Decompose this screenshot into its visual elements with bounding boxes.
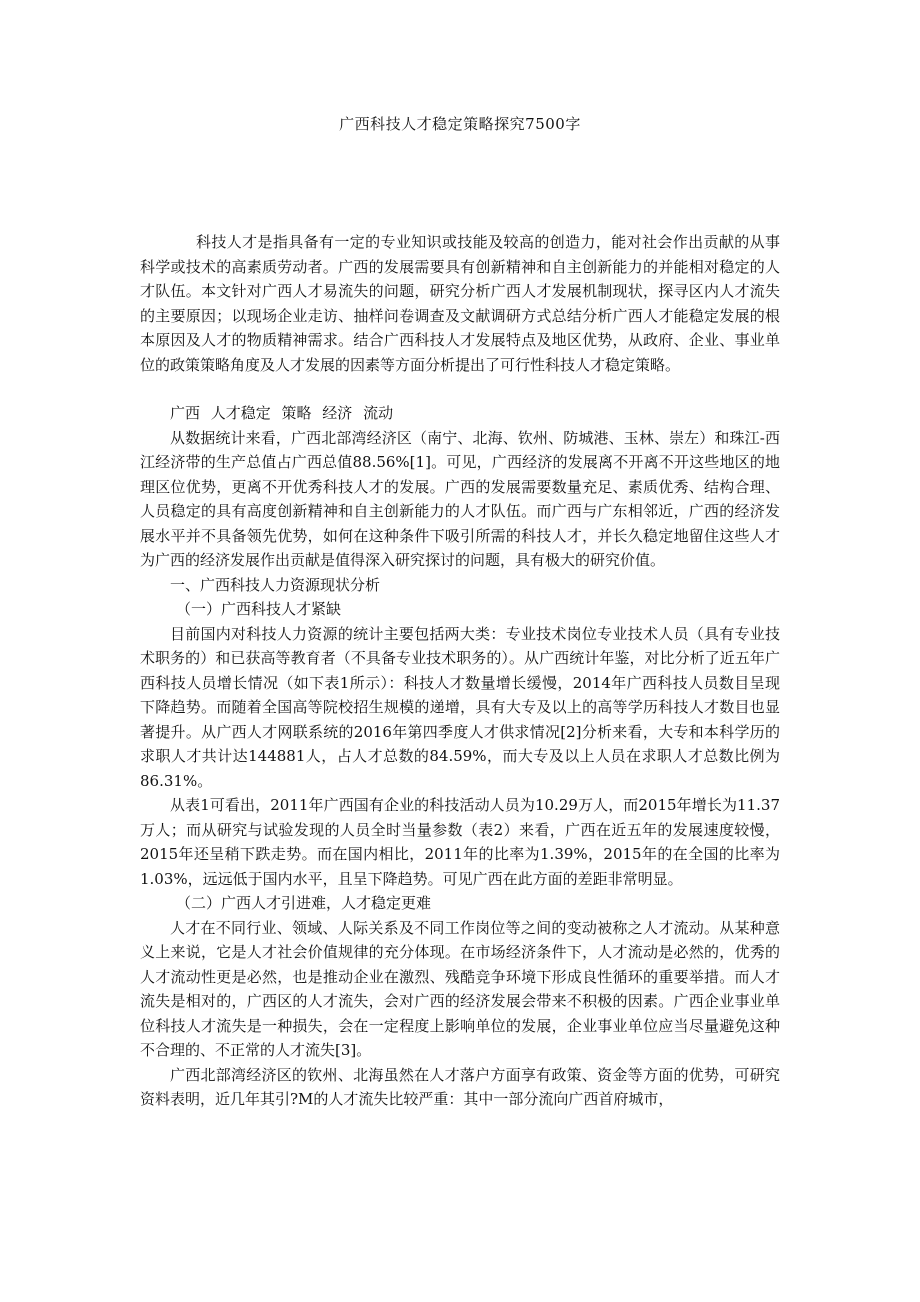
abstract-paragraph: 科技人才是指具备有一定的专业知识或技能及较高的创造力，能对社会作出贡献的从事科学或技术的高素质劳动者。广西的发展需要具有创新精神和自主创新能力的并能相对稳定的人才队伍。本文针对广西人才易流失的问题，研究分析广西人才发展机制现状，探寻区内人才流失的主要原因；以现场企业走访、抽样问卷调查及文献调研方式总结分析广西人才能稳定发展的根本原因及人才的物质精神需求。结合广西科技人才发展特点及地区优势，从政府、企业、事业单位的政策策略角度及人才发展的因素等方面分析提出了可行性科技人才稳定策略。 bbox=[140, 233, 780, 374]
subsection-heading: （二）广西人才引进难，人才稳定更难 bbox=[176, 894, 432, 912]
body-paragraph: 从表1可看出，2011年广西国有企业的科技活动人员为10.29万人，而2015年增长为11.37万人；而从研究与试验发现的人员全时当量参数（表2）来看，广西在近五年的发展速度较慢，2015年还呈稍下跌走势。而在国内相比，2011年的比率为1.39%，2015年的在全国的比率为1.03%，远远低于国内水平，且呈下降趋势。可见广西在此方面的差距非常明显。 bbox=[140, 796, 780, 888]
keywords-line: 广西 人才稳定 策略 经济 流动 bbox=[170, 404, 394, 422]
document-body bbox=[140, 230, 780, 1112]
body-paragraph: 人才在不同行业、领域、人际关系及不同工作岗位等之间的变动被称之人才流动。从某种意义上来说，它是人才社会价值规律的充分体现。在市场经济条件下，人才流动是必然的，优秀的人才流动性更是必然，也是推动企业在激烈、残酷竞争环境下形成良性循环的重要举措。而人才流失是相对的，广西区的人才流失，会对广西的经济发展会带来不积极的因素。广西企业事业单位科技人才流失是一种损失，会在一定程度上影响单位的发展，企业事业单位应当尽量避免这种不合理的、不正常的人才流失[3]。 bbox=[140, 918, 780, 1059]
body-paragraph: 广西北部湾经济区的钦州、北海虽然在人才落户方面享有政策、资金等方面的优势，可研究资料表明，近几年其引?M的人才流失比较严重：其中一部分流向广西首府城市， bbox=[140, 1065, 780, 1108]
body-paragraph: 目前国内对科技人力资源的统计主要包括两大类：专业技术岗位专业技术人员（具有专业技术职务的）和已获高等教育者（不具备专业技术职务的）。从广西统计年鉴，对比分析了近五年广西科技人员增长情况（如下表1所示）：科技人才数量增长缓慢，2014年广西科技人员数目呈现下降趋势。而随着全国高等院校招生规模的递增，具有大专及以上的高等学历科技人才数目也显著提升。从广西人才网联系统的2016年第四季度人才供求情况[2]分析来看，大专和本科学历的求职人才共计达144881人，占人才总数的84.59%，而大专及以上人员在求职人才总数比例为86.31%。 bbox=[140, 624, 780, 790]
body-paragraph: 从数据统计来看，广西北部湾经济区（南宁、北海、钦州、防城港、玉林、崇左）和珠江-西江经济带的生产总值占广西总值88.56%[1]。可见，广西经济的发展离不开离不开这些地区的地理区位优势，更离不开优秀科技人才的发展。广西的发展需要数量充足、素质优秀、结构合理、人员稳定的具有高度创新精神和自主创新能力的人才队伍。而广西与广东相邻近，广西的经济发展水平并不具备领先优势，如何在这种条件下吸引所需的科技人才，并长久稳定地留住这些人才为广西的经济发展作出贡献是值得深入研究探讨的问题，具有极大的研究价值。 bbox=[140, 428, 780, 569]
document-title: 广西科技人才稳定策略探究7500字 bbox=[339, 115, 581, 133]
section-heading: 一、广西科技人力资源现状分析 bbox=[170, 575, 381, 594]
subsection-heading: （一）广西科技人才紧缺 bbox=[176, 600, 342, 618]
